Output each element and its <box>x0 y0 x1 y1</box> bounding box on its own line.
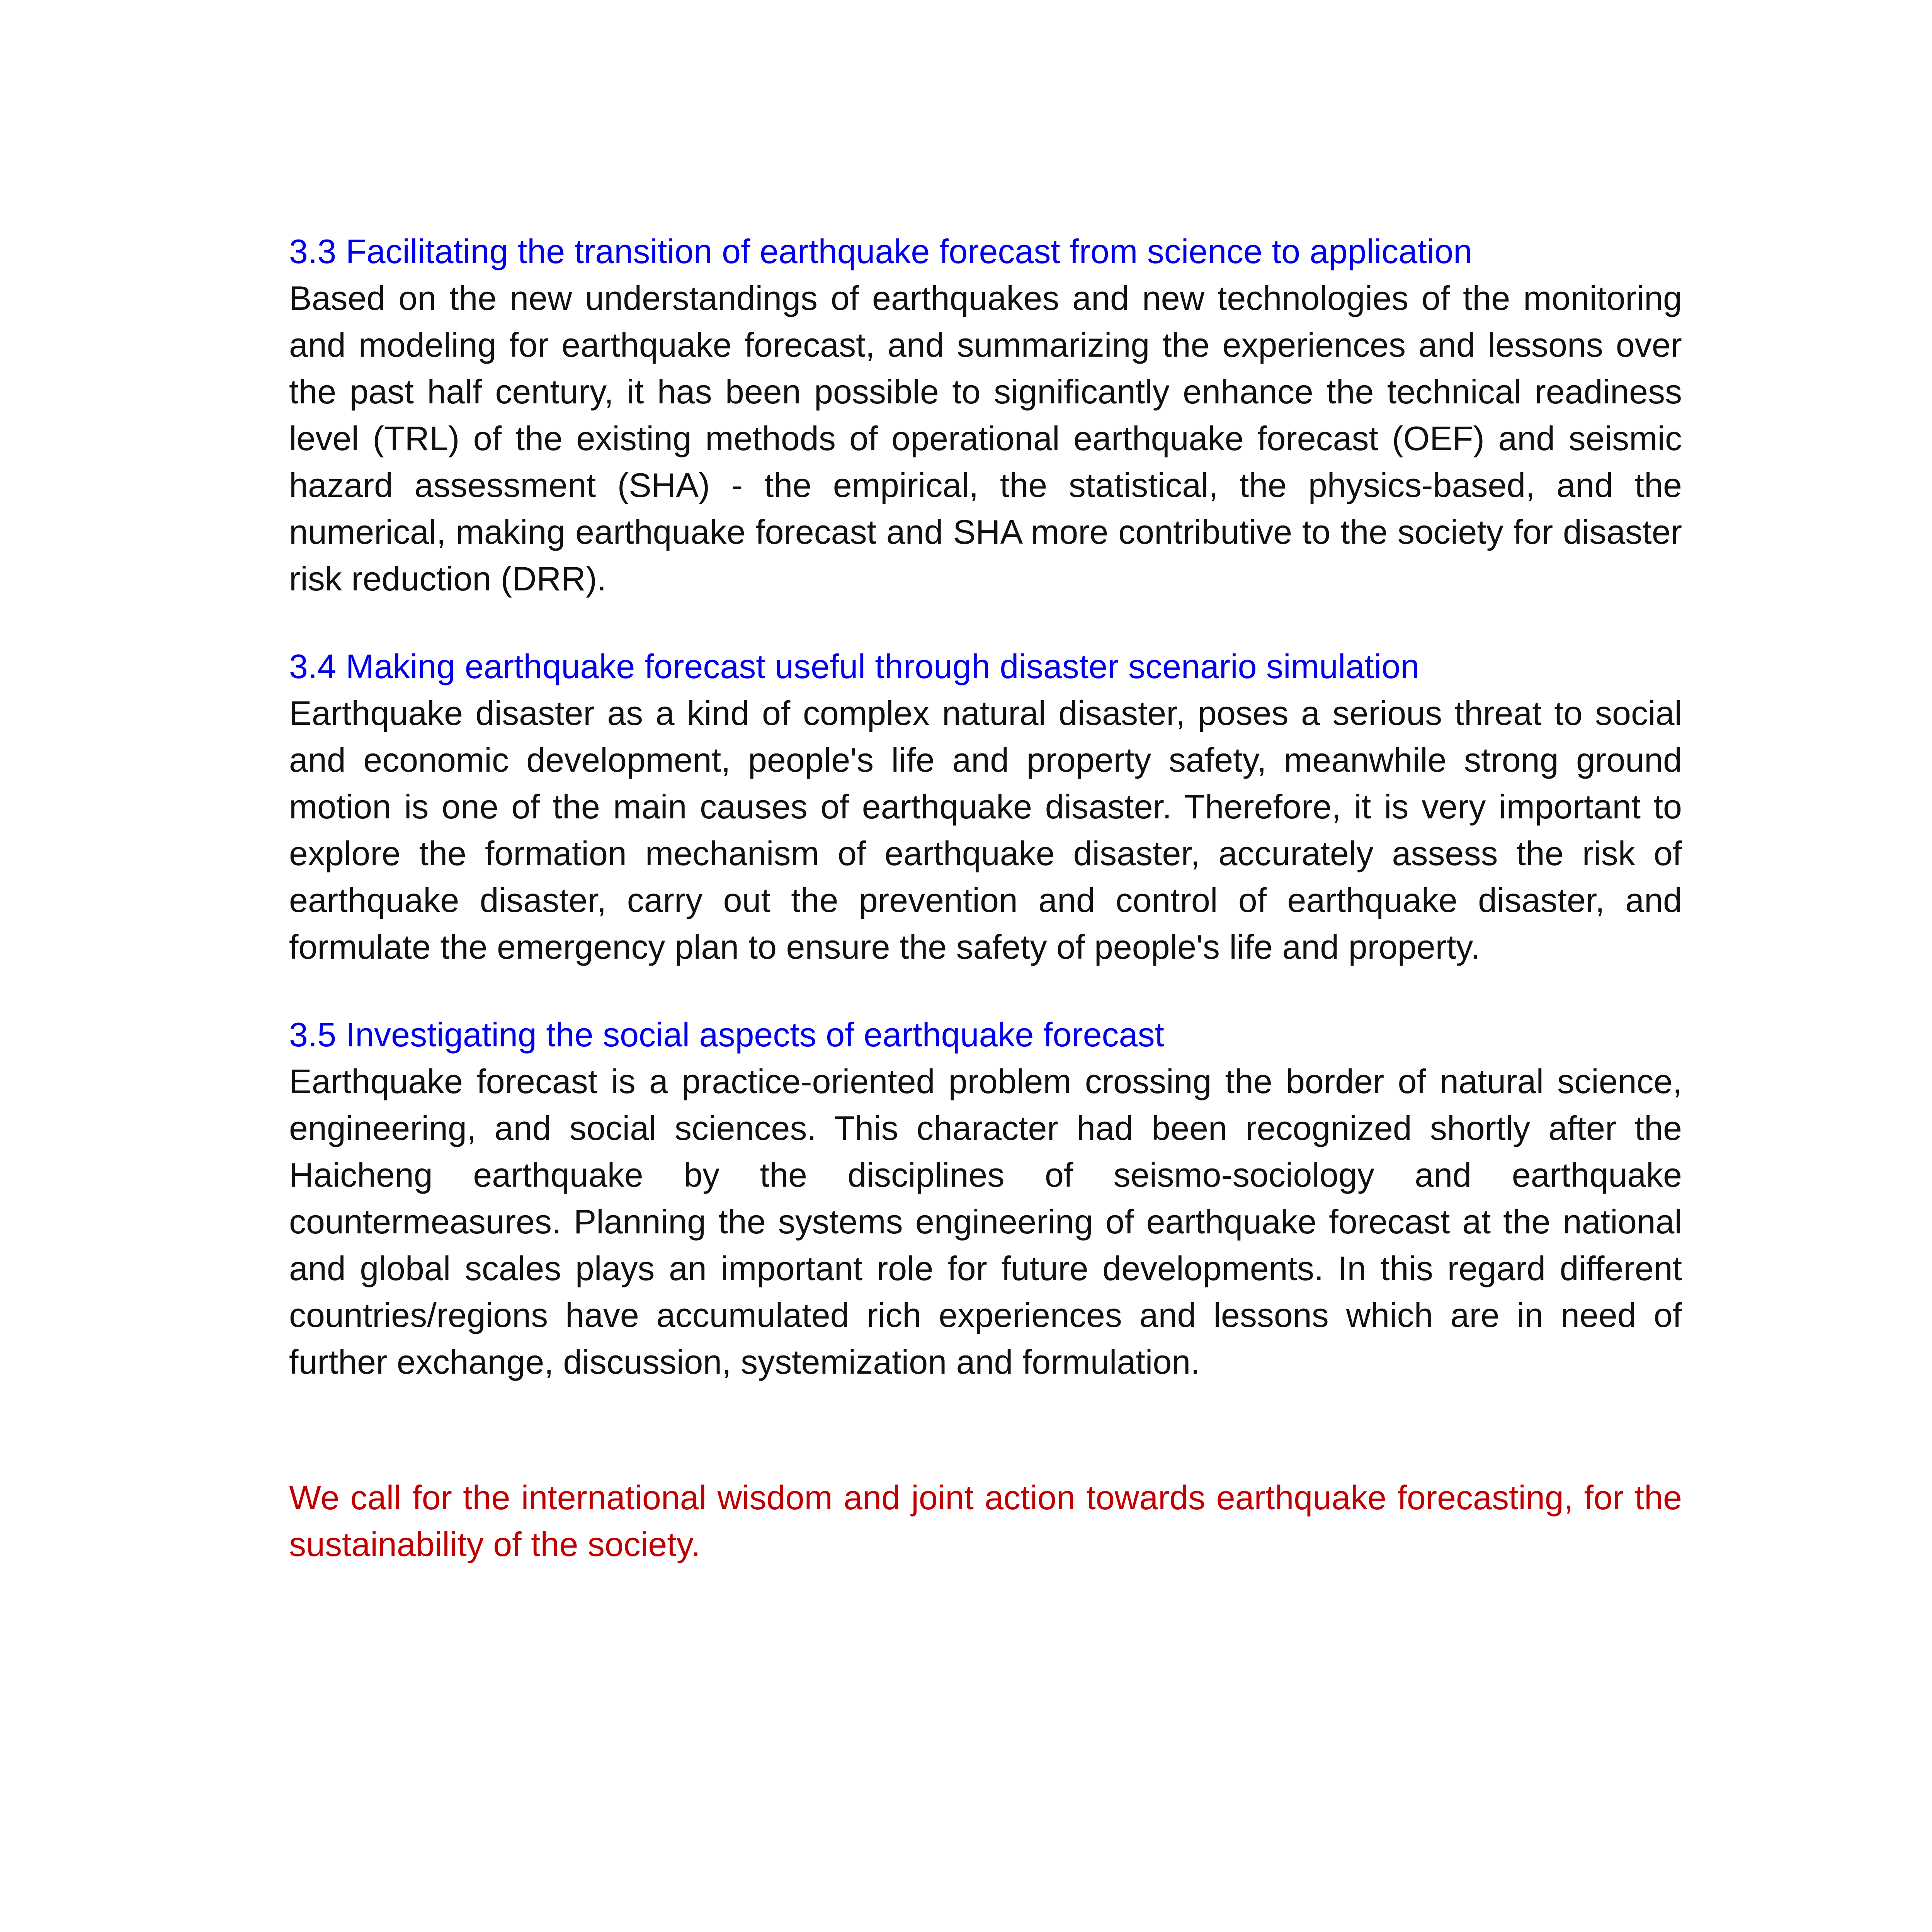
section-heading: 3.5 Investigating the social aspects of earthquake forecast <box>289 1015 1164 1054</box>
call-to-action: We call for the international wisdom and joint action towards earthquake forecasting, for the sustainability of the society. <box>289 1478 1682 1563</box>
section-body: Earthquake disaster as a kind of complex natural disaster, poses a serious threat to social and economic development, people's life and property safety, meanwhile strong ground motion is one of the main causes of earthquake disaster. Therefore, it is very important to explore the formation mechanism of earthquake disaster, accurately assess the risk of earthquake disaster, carry out the prevention and control of earthquake disaster, and formulate the emergency plan to ensure the safety of people's life and property. <box>289 694 1682 966</box>
section-heading: 3.4 Making earthquake forecast useful through disaster scenario simulation <box>289 647 1420 685</box>
section-3-4 <box>289 643 1682 970</box>
section-3-3 <box>289 228 1682 602</box>
section-body: Based on the new understandings of earthquakes and new technologies of the monitoring and modeling for earthquake forecast, and summarizing the experiences and lessons over the past half century, it has been possible to significantly enhance the technical readiness level (TRL) of the existing methods of operational earthquake forecast (OEF) and seismic hazard assessment (SHA) - the empirical, the statistical, the physics-based, and the numerical, making earthquake forecast and SHA more contributive to the society for disaster risk reduction (DRR). <box>289 279 1682 598</box>
section-body: Earthquake forecast is a practice-oriented problem crossing the border of natural science, engineering, and social sciences. This character had been recognized shortly after the Haicheng earthquake by the disciplines of seismo-sociology and earthquake countermeasures. Planning the systems engineering of earthquake forecast at the national and global scales plays an important role for future developments. In this regard different countries/regions have accumulated rich experiences and lessons which are in need of further exchange, discussion, systemization and formulation. <box>289 1062 1682 1381</box>
section-heading: 3.3 Facilitating the transition of earthquake forecast from science to application <box>289 232 1473 270</box>
section-3-5 <box>289 1011 1682 1385</box>
document-content <box>289 228 1682 1602</box>
